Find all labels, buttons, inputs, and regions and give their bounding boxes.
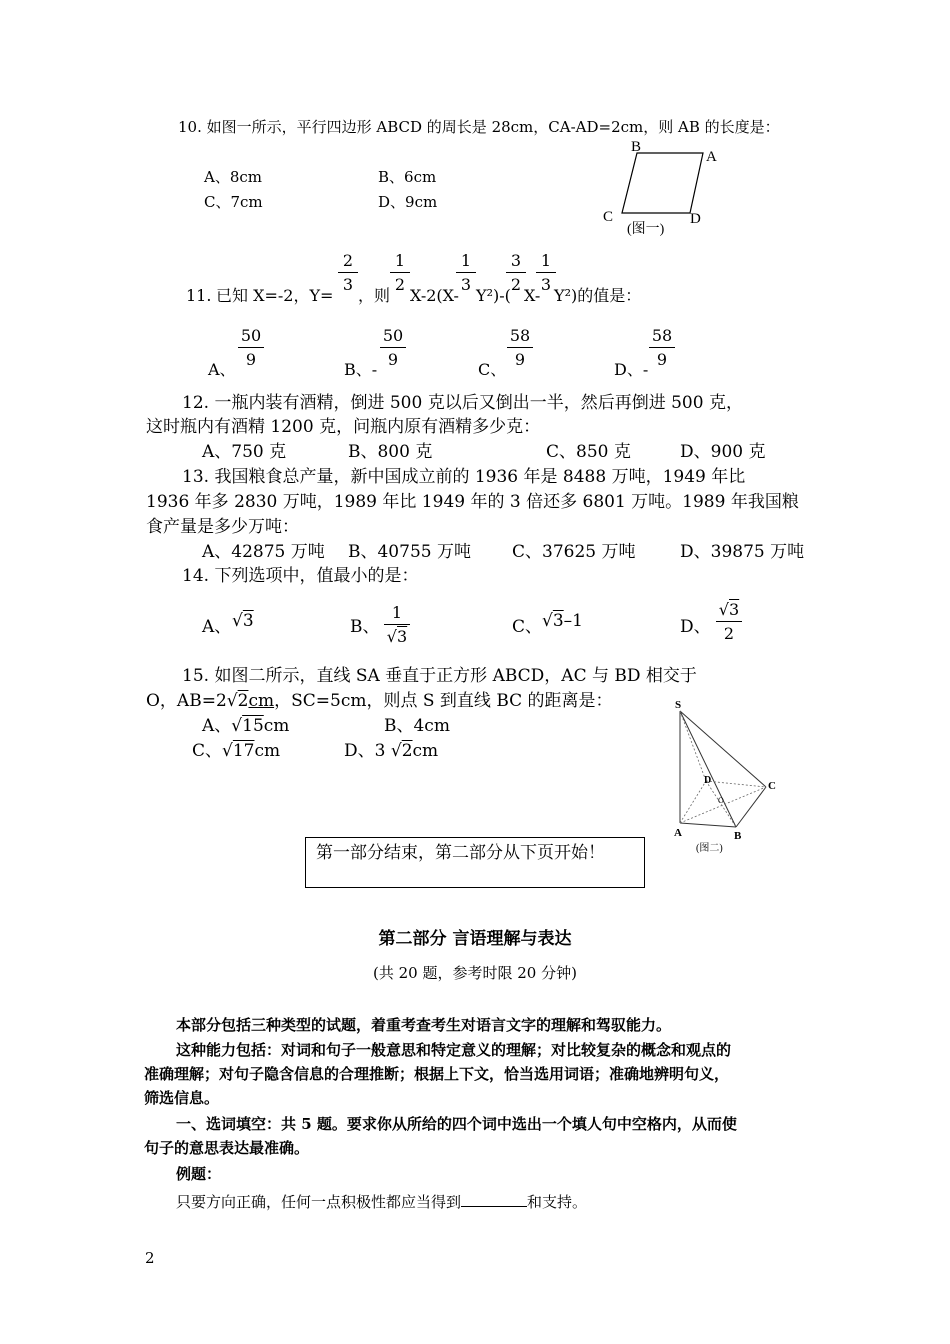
fig2-label-c: C bbox=[768, 780, 776, 792]
q14-option-a-value: √3 bbox=[232, 611, 254, 631]
q15-option-c: C、√17cm bbox=[192, 741, 281, 761]
q14-option-a-label: A、 bbox=[202, 617, 232, 637]
fig1-label-b: B bbox=[631, 139, 642, 155]
q11-post: Y²)的值是： bbox=[554, 286, 642, 305]
q11-frac-4: 3 2 bbox=[506, 253, 526, 293]
section-end-notice bbox=[305, 837, 645, 888]
q13-option-d: D、39875 万吨 bbox=[680, 542, 805, 562]
part2-para1: 本部分包括三种类型的试题，着重考查考生对语言文字的理解和驾驭能力。 bbox=[176, 1016, 672, 1034]
section-1-instructions-line1: 一、选词填空：共 5 题。要求你从所给的四个词中选出一个填人句中空格内，从而使 bbox=[176, 1115, 737, 1133]
q13-line2: 1936 年多 2830 万吨，1989 年比 1949 年的 3 倍还多 6801 万吨。1989 年我国粮 bbox=[146, 492, 799, 512]
fig2-label-d: D bbox=[704, 775, 712, 786]
q13-option-a: A、42875 万吨 bbox=[202, 542, 325, 562]
part2-para2-line2: 准确理解；对句子隐含信息的合理推断；根据上下文，恰当选用词语；准确地辨明句义， bbox=[144, 1065, 730, 1083]
q13-option-c: C、37625 万吨 bbox=[512, 542, 636, 562]
fig1-label-c: C bbox=[603, 209, 614, 225]
q14-option-c-label: C、 bbox=[512, 617, 543, 637]
q11-mid1: ，则 bbox=[358, 286, 391, 305]
q14-option-d-label: D、 bbox=[680, 617, 711, 637]
q13-line3: 食产量是多少万吨： bbox=[146, 517, 299, 537]
q11-pre: 已知 X=-2，Y= bbox=[216, 286, 334, 305]
q12-option-b: B、800 克 bbox=[348, 442, 433, 462]
figure-1-parallelogram bbox=[595, 135, 735, 240]
q11-option-d-label: D、- bbox=[614, 360, 649, 379]
q11-mid3: Y²)-( bbox=[476, 286, 511, 305]
example-blank bbox=[461, 1192, 527, 1207]
page-number: 2 bbox=[145, 1249, 155, 1267]
q10-option-c: C、7cm bbox=[204, 193, 263, 211]
q14-option-b-label: B、 bbox=[350, 617, 380, 637]
q11-frac-5: 1 3 bbox=[536, 253, 556, 293]
q14-option-b-frac: 1 √3 bbox=[384, 605, 410, 645]
example-label: 例题： bbox=[176, 1165, 222, 1183]
q11-frac-2: 1 2 bbox=[390, 253, 410, 293]
q15-option-b: B、4cm bbox=[384, 716, 450, 736]
fig2-label-s: S bbox=[675, 699, 682, 711]
q11-option-a-frac: 50 9 bbox=[238, 328, 264, 368]
q11-frac-1: 2 3 bbox=[338, 253, 358, 293]
q12-option-d: D、900 克 bbox=[680, 442, 766, 462]
q12-line2: 这时瓶内有酒精 1200 克，问瓶内原有酒精多少克： bbox=[146, 417, 541, 437]
q11-mid2: X-2(X- bbox=[410, 286, 459, 305]
fig2-label-o: O bbox=[718, 796, 724, 805]
fig2-caption: (图二) bbox=[696, 843, 723, 854]
example-sentence: 只要方向正确，任何一点积极性都应当得到 和支持。 bbox=[176, 1193, 588, 1211]
fig2-label-a: A bbox=[674, 827, 682, 839]
section-1-instructions-line2: 句子的意思表达最准确。 bbox=[144, 1139, 310, 1157]
q11-option-b-frac: 50 9 bbox=[380, 328, 406, 368]
q11-option-b-label: B、- bbox=[344, 360, 378, 379]
q12-option-c: C、850 克 bbox=[546, 442, 631, 462]
q13-line1: 13. 我国粮食总产量，新中国成立前的 1936 年是 8488 万吨，1949 年比 bbox=[182, 467, 746, 487]
q10-option-b: B、6cm bbox=[378, 168, 437, 186]
q14-option-c-value: √3–1 bbox=[542, 611, 583, 631]
part2-para2-line1: 这种能力包括：对词和句子一般意思和特定意义的理解；对比较复杂的概念和观点的 bbox=[176, 1041, 732, 1059]
q15-option-d: D、3 √2cm bbox=[344, 741, 439, 761]
fig1-label-a: A bbox=[706, 149, 717, 165]
q10-option-a: A、8cm bbox=[204, 168, 263, 186]
q12-line1: 12. 一瓶内装有酒精，倒进 500 克以后又倒出一半，然后再倒进 500 克， bbox=[182, 393, 743, 413]
part2-title: 第二部分 言语理解与表达 bbox=[378, 929, 572, 949]
q10-option-d: D、9cm bbox=[378, 193, 438, 211]
part2-subtitle: (共 20 题，参考时限 20 分钟) bbox=[373, 964, 577, 982]
figure-2-pyramid bbox=[668, 695, 788, 860]
q11-option-c-frac: 58 9 bbox=[507, 328, 533, 368]
q11-option-c-label: C、 bbox=[478, 360, 507, 379]
part2-para2-line3: 筛选信息。 bbox=[144, 1089, 220, 1107]
fig2-label-b: B bbox=[734, 830, 742, 842]
q14-text: 14. 下列选项中，值最小的是： bbox=[182, 566, 419, 586]
q11-option-d-frac: 58 9 bbox=[649, 328, 675, 368]
q14-option-d-frac: √3 2 bbox=[716, 602, 742, 642]
q13-option-b: B、40755 万吨 bbox=[348, 542, 471, 562]
q15-line2: O，AB=2√2cm，SC=5cm，则点 S 到直线 BC 的距离是： bbox=[146, 691, 613, 711]
q15-option-a: A、√15cm bbox=[202, 716, 290, 736]
fig1-label-d: D bbox=[690, 211, 701, 227]
q10-text: 10. 如图一所示，平行四边形 ABCD 的周长是 28cm，CA-AD=2cm，则 AB 的长度是： bbox=[178, 118, 780, 136]
q12-option-a: A、750 克 bbox=[202, 442, 287, 462]
q15-line1: 15. 如图二所示，直线 SA 垂直于正方形 ABCD，AC 与 BD 相交于 bbox=[182, 666, 697, 686]
notice-text: 第一部分结束，第二部分从下页开始！ bbox=[316, 843, 605, 863]
q11-number: 11. bbox=[186, 286, 212, 305]
fig1-caption: (图一) bbox=[627, 222, 665, 237]
q11-option-a-label: A、 bbox=[208, 360, 236, 379]
q11-frac-3: 1 3 bbox=[456, 253, 476, 293]
q11-mid4: X- bbox=[524, 286, 541, 305]
